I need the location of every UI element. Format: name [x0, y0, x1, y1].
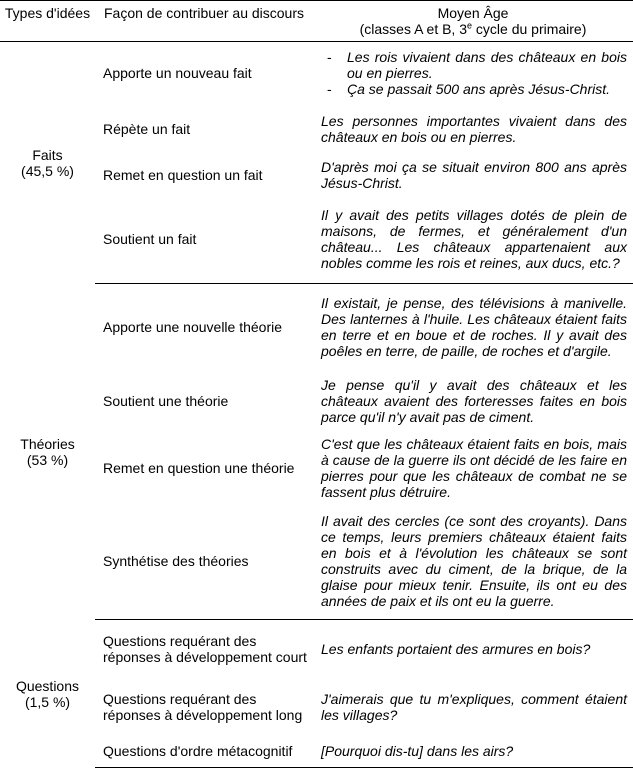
type-label: Faits: [32, 146, 63, 163]
example-cell: [Pourquoi dis-tu] dans les airs?: [313, 736, 633, 768]
contribution-cell: Synthétise des théories: [95, 504, 313, 620]
example-cell: Je pense qu'il y avait des châteaux et les châteaux avaient des forteresses faites en bois parce qu'il n'y avait pas de ciment.: [321, 376, 627, 425]
type-cell-faits: [0, 42, 95, 284]
type-cell-questions: [0, 620, 95, 768]
table-row: [0, 504, 633, 620]
header-period: [313, 1, 633, 42]
type-label: Questions: [15, 677, 80, 694]
header-row: [0, 1, 633, 42]
header-types: Types d'idées: [0, 1, 95, 42]
contribution-cell: Répète un fait: [103, 120, 191, 137]
type-cell-theories: [0, 284, 95, 620]
list-item: - Ça se passait 500 ans après Jésus-Christ.: [321, 81, 627, 97]
contribution-cell: Apporte une nouvelle théorie: [103, 318, 283, 335]
header-period-title: Moyen Âge: [437, 5, 509, 21]
table-row: [0, 284, 633, 370]
table-row: [0, 736, 633, 768]
type-percentage: (45,5 %): [21, 162, 74, 179]
example-cell: J'aimerais que tu m'expliques, comment étaient les villages?: [321, 690, 627, 723]
contribution-cell: Apporte un nouveau fait: [103, 64, 252, 81]
contribution-cell: Soutient un fait: [95, 196, 313, 284]
contribution-cell: Remet en question un fait: [103, 166, 263, 183]
example-cell: C'est que les châteaux étaient faits en bois, mais à cause de la guerre ils ont décidé de les faire en pierres pour que les châteaux de combat ne se fassent plus détruire.: [321, 435, 627, 500]
table-row: [0, 620, 633, 678]
contribution-cell: Remet en question une théorie: [103, 459, 295, 476]
contribution-cell: Questions d'ordre métacognitif: [95, 736, 313, 768]
type-percentage: (53 %): [26, 451, 69, 468]
table-row: [0, 196, 633, 284]
table-row: [0, 154, 633, 196]
example-cell: Les personnes importantes vivaient dans des châteaux en bois ou en pierres.: [321, 112, 627, 145]
contribution-cell: Soutient une théorie: [103, 392, 229, 409]
example-cell: Il avait des cercles (ce sont des croyants). Dans ce temps, leurs premiers châteaux étaient faits en bois et à l'évolution les châteaux se sont construits avec du ciment, de la brique, de la glaise pour mieux tenir. Ensuite, ils ont eu des années de paix et ils ont eu la guerre.: [313, 504, 633, 620]
example-cell: D'après moi ça se situait environ 800 ans après Jésus-Christ.: [321, 158, 627, 191]
table-row: [0, 678, 633, 736]
example-list: [321, 49, 627, 97]
header-contribution: Façon de contribuer au discours: [95, 1, 313, 42]
header-period-classes: (classes A et B, 3e cycle du primaire): [359, 20, 587, 37]
example-cell: [313, 42, 633, 104]
contribution-cell: Questions requérant des réponses à développement long: [103, 690, 303, 723]
example-cell: Les enfants portaient des armures en bois?: [321, 640, 591, 657]
list-item: - Les rois vivaient dans des châteaux en bois ou en pierres.: [321, 49, 627, 81]
example-cell: Il y avait des petits villages dotés de plein de maisons, de fermes, et généralement d'un château... Les châteaux appartenaient aux nobles comme les rois et reines, aux ducs, etc.?: [313, 196, 633, 284]
table-row: [0, 432, 633, 504]
table-row: [0, 370, 633, 432]
type-percentage: (1,5 %): [24, 693, 71, 710]
contribution-cell: Questions requérant des réponses à développement court: [103, 632, 307, 665]
table-row: [0, 104, 633, 154]
example-cell: Il existait, je pense, des télévisions à manivelle. Des lanternes à l'huile. Les châteaux étaient faits en terre et en boue et de roches. Il y avait des poêles en terre, de paille, de roches et d'argile.: [321, 294, 627, 359]
type-label: Théories: [20, 435, 75, 452]
table-row: [0, 42, 633, 104]
